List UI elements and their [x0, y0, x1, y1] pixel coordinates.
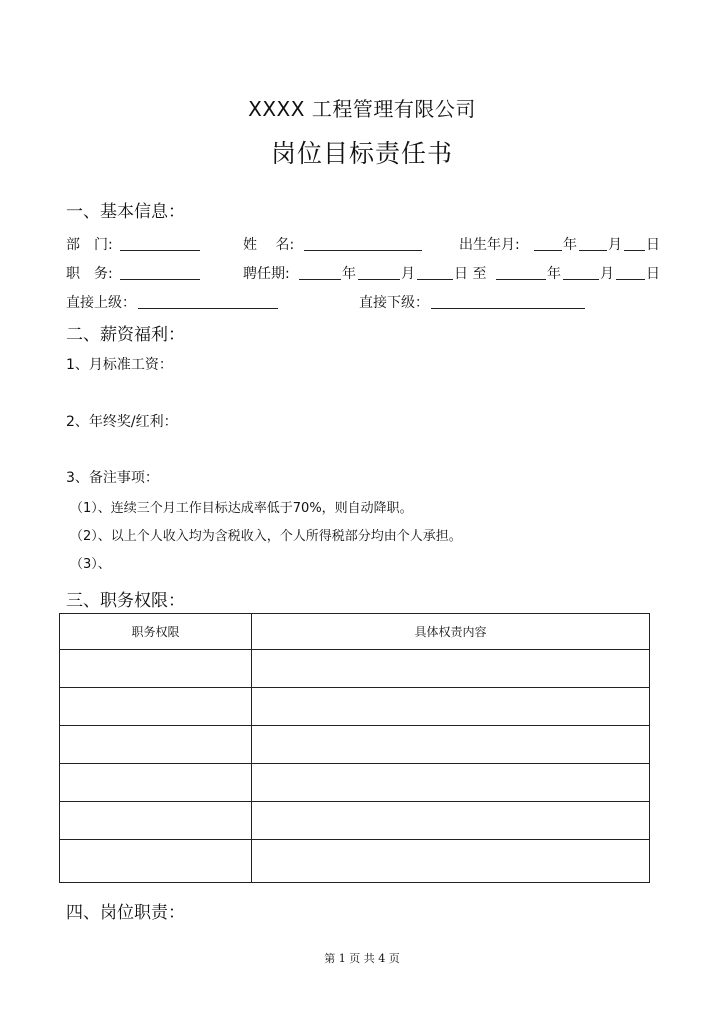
term-end-year-unit: 年 [547, 266, 561, 282]
birth-day-field[interactable] [624, 236, 645, 251]
details-cell[interactable] [252, 726, 650, 764]
birth-day-unit: 日 [646, 237, 660, 253]
position-label: 职 务: [66, 266, 113, 282]
dept-label: 部 门: [66, 237, 113, 253]
remark-note-3: （3）、 [70, 557, 111, 572]
section-basic-info-heading: 一、基本信息： [66, 202, 185, 222]
section-salary-heading: 二、薪资福利： [66, 325, 185, 345]
term-start-year-field[interactable] [299, 265, 341, 280]
term-end-month-field[interactable] [563, 265, 599, 280]
superior-field[interactable] [138, 294, 278, 309]
remarks-label: 3、备注事项： [66, 470, 159, 486]
authority-cell[interactable] [60, 802, 252, 840]
column-header-details: 具体权责内容 [252, 614, 650, 650]
column-header-authority: 职务权限 [60, 614, 252, 650]
position-field[interactable] [120, 265, 200, 280]
term-label: 聘任期: [243, 266, 290, 282]
table-row [60, 650, 650, 688]
term-end-year-field[interactable] [496, 265, 546, 280]
dept-field[interactable] [120, 236, 200, 251]
subordinate-label: 直接下级： [359, 295, 429, 311]
remark-note-1: （1）、连续三个月工作目标达成率低于70%，则自动降职。 [70, 501, 413, 516]
page-number: 第 1 页 共 4 页 [324, 952, 400, 965]
term-start-day-field[interactable] [417, 265, 453, 280]
table-row [60, 764, 650, 802]
term-end-day-field[interactable] [616, 265, 645, 280]
section-duties-heading: 四、岗位职责： [66, 903, 185, 923]
superior-label: 直接上级： [66, 295, 136, 311]
term-start-month-field[interactable] [358, 265, 400, 280]
name-field[interactable] [304, 236, 422, 251]
section-authority-heading: 三、职务权限： [66, 591, 185, 611]
details-cell[interactable] [252, 764, 650, 802]
details-cell[interactable] [252, 802, 650, 840]
authority-cell[interactable] [60, 726, 252, 764]
details-cell[interactable] [252, 650, 650, 688]
name-label: 姓 名: [243, 237, 295, 253]
table-row [60, 726, 650, 764]
authority-cell[interactable] [60, 688, 252, 726]
company-name: XXXX 工程管理有限公司 [248, 97, 476, 121]
subordinate-field[interactable] [431, 294, 585, 309]
details-cell[interactable] [252, 840, 650, 883]
term-start-month-unit: 月 [401, 266, 415, 282]
birth-year-unit: 年 [563, 237, 577, 253]
table-row [60, 802, 650, 840]
monthly-salary-label: 1、月标准工资： [66, 357, 173, 373]
term-start-year-unit: 年 [342, 266, 356, 282]
birth-month-unit: 月 [608, 237, 622, 253]
term-end-day-unit: 日 [646, 266, 660, 282]
table-row [60, 840, 650, 883]
authority-cell[interactable] [60, 840, 252, 883]
table-header-row [60, 614, 650, 650]
annual-bonus-label: 2、年终奖/红利： [66, 414, 178, 430]
term-end-month-unit: 月 [600, 266, 614, 282]
birth-label: 出生年月: [459, 237, 520, 253]
authority-table [59, 613, 650, 883]
authority-cell[interactable] [60, 764, 252, 802]
birth-month-field[interactable] [579, 236, 607, 251]
remark-note-2: （2）、以上个人收入均为含税收入，个人所得税部分均由个人承担。 [70, 529, 462, 544]
details-cell[interactable] [252, 688, 650, 726]
document-title: 岗位目标责任书 [270, 139, 453, 168]
birth-year-field[interactable] [534, 236, 562, 251]
authority-cell[interactable] [60, 650, 252, 688]
term-start-day-unit: 日 至 [454, 266, 487, 282]
table-row [60, 688, 650, 726]
